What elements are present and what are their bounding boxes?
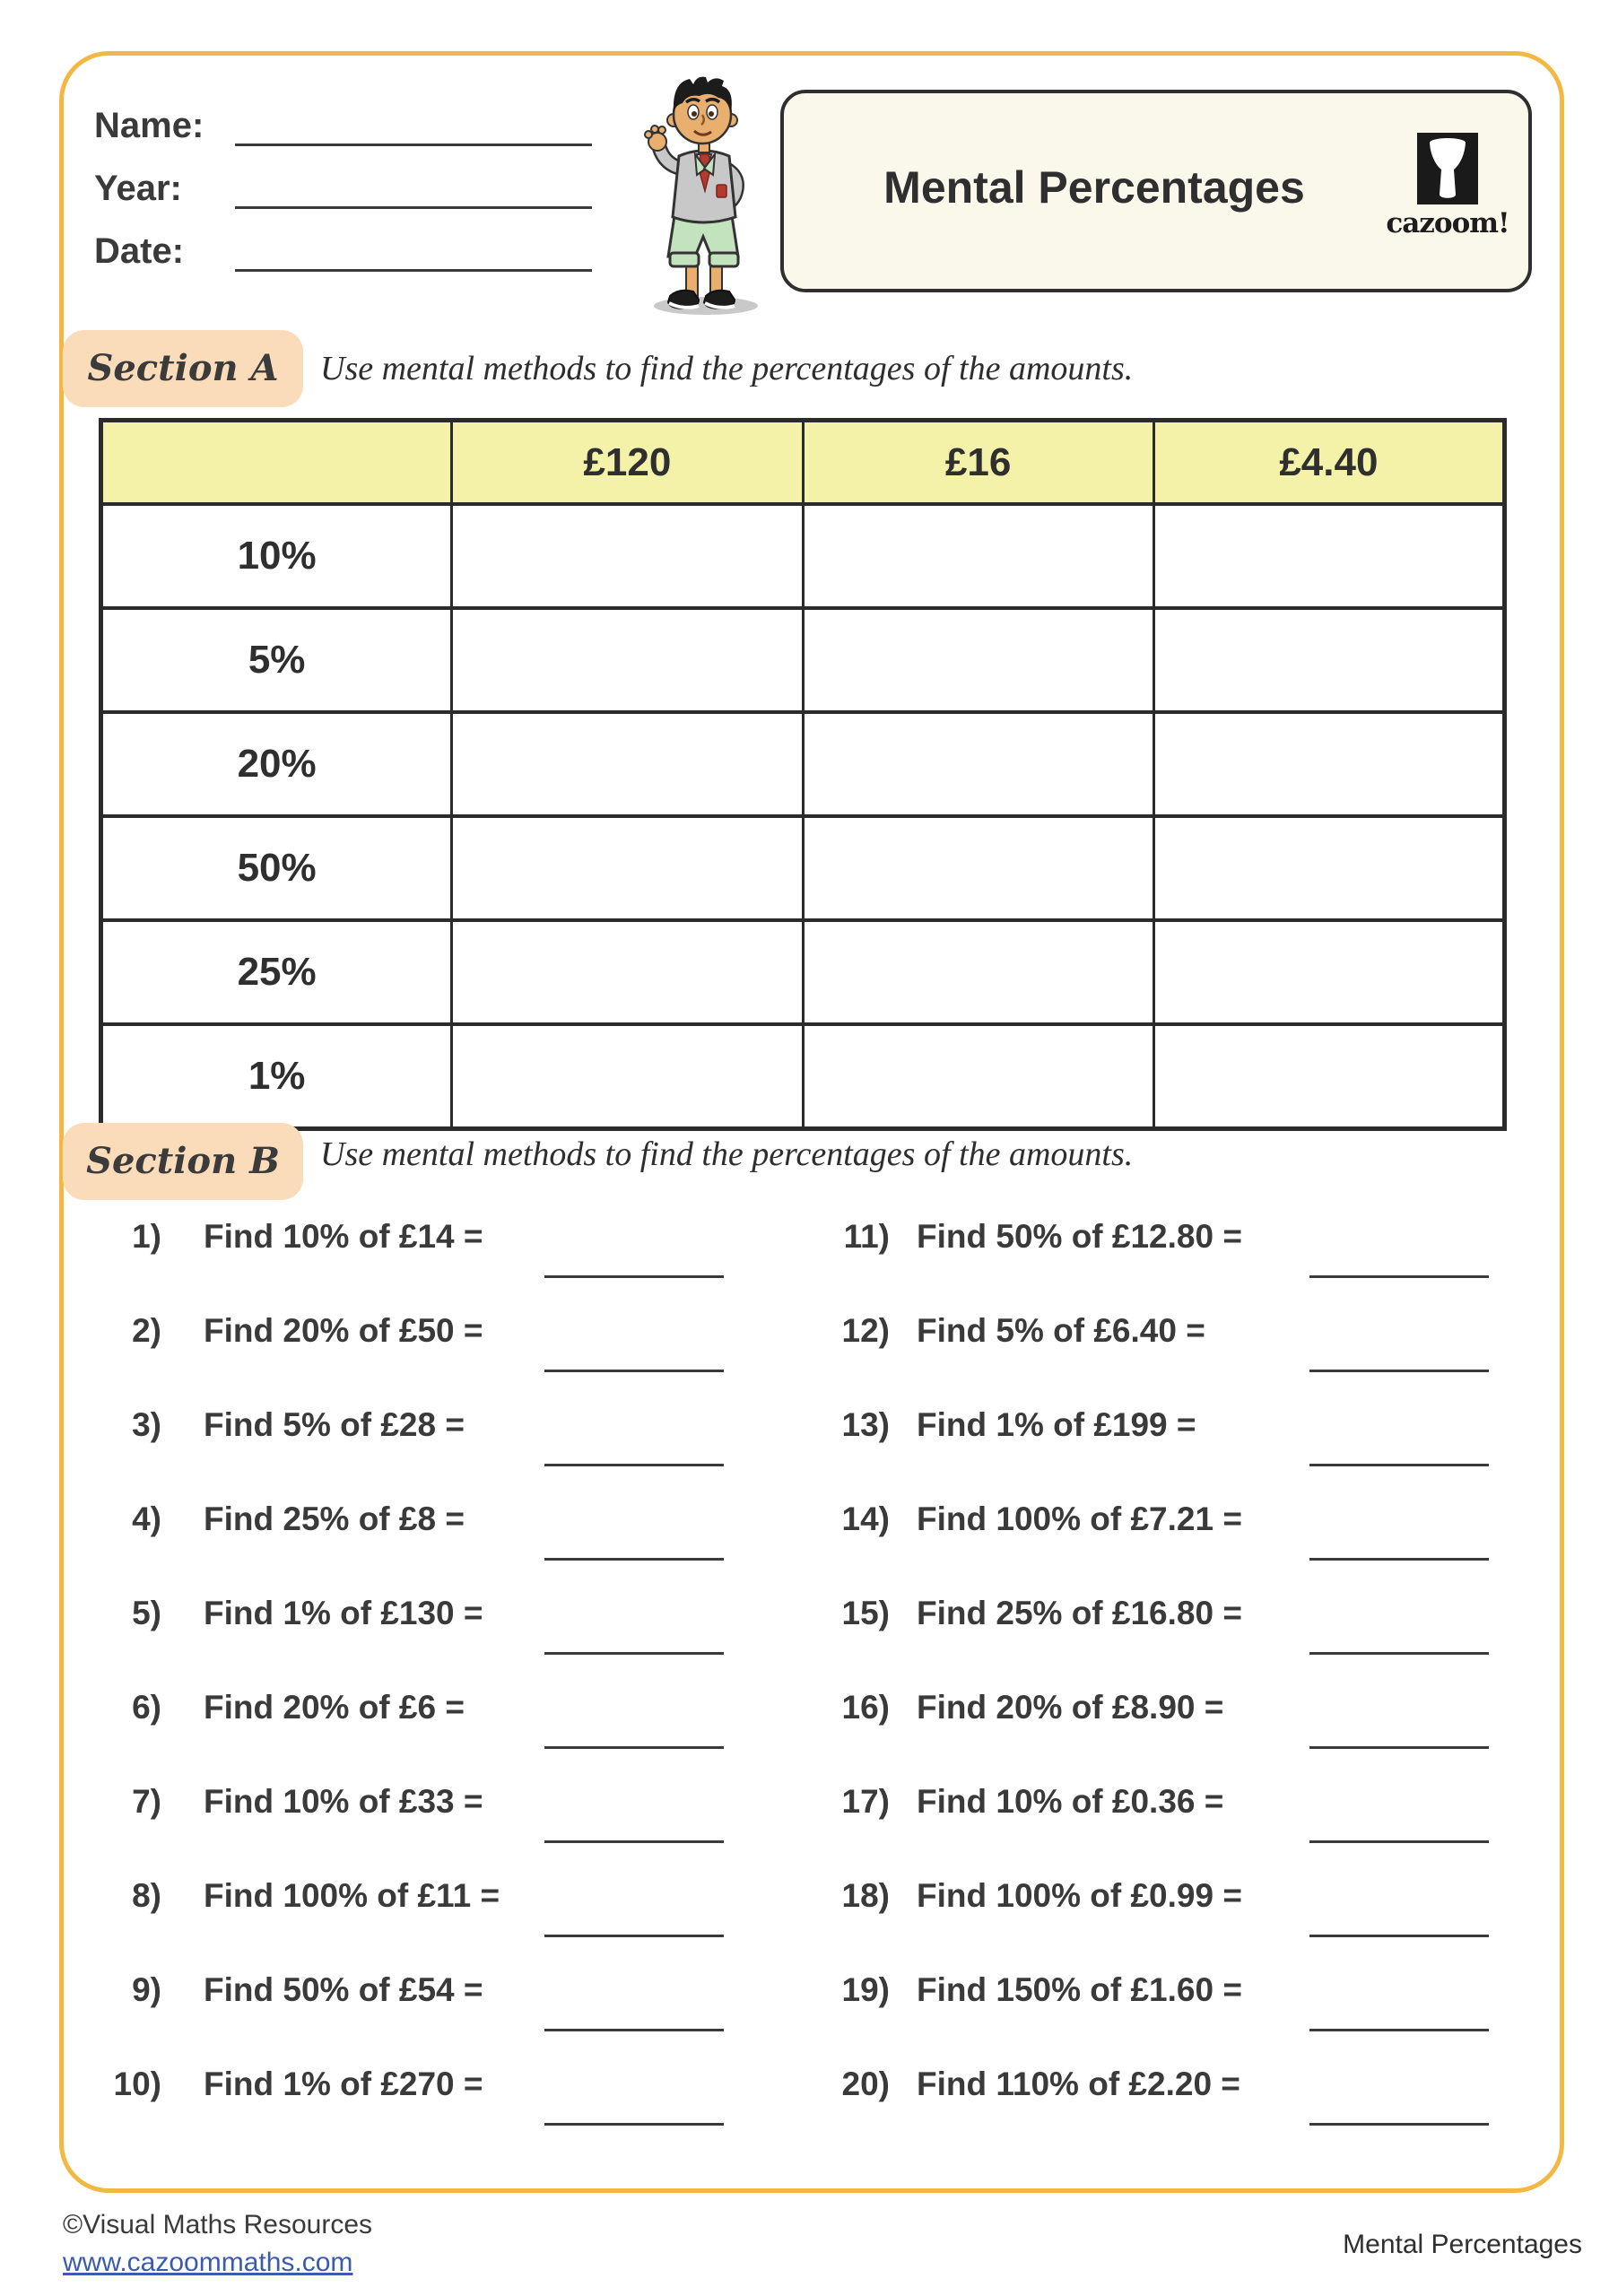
answer-line: [544, 2029, 724, 2031]
table-cell: [1153, 816, 1504, 920]
answer-line: [1309, 1840, 1489, 1843]
answer-line: [1309, 1370, 1489, 1372]
footer-doc-title: Mental Percentages: [1343, 2230, 1582, 2259]
question-number: 17): [841, 1782, 890, 1820]
question-number: 20): [841, 2065, 890, 2102]
table-cell: [803, 608, 1153, 712]
question-number: 15): [841, 1594, 890, 1631]
question-item: [789, 1943, 1480, 2037]
table-corner-cell: [101, 421, 452, 505]
answer-line: [544, 1464, 724, 1466]
table-cell: [803, 1024, 1153, 1129]
date-line: [235, 269, 592, 272]
cazoom-logo-text: cazoom!: [1386, 207, 1509, 239]
table-header-row: [101, 421, 1505, 505]
cazoom-logo-icon: [1417, 133, 1478, 204]
table-row: [101, 920, 1505, 1024]
answer-line: [544, 1275, 724, 1278]
percent-row-header: 10%: [101, 504, 452, 608]
question-text: Find 5% of £28 =: [204, 1405, 465, 1443]
date-label: Date:: [94, 231, 185, 271]
table-row: [101, 504, 1505, 608]
table-row: [101, 608, 1505, 712]
amount-header: £120: [452, 421, 803, 505]
question-number: 11): [843, 1217, 890, 1255]
amount-header: £4.40: [1153, 421, 1504, 505]
question-number: 12): [841, 1311, 890, 1349]
question-item: [789, 1189, 1480, 1283]
answer-line: [544, 2123, 724, 2126]
question-text: Find 1% of £270 =: [204, 2065, 483, 2102]
question-item: [789, 1848, 1480, 1943]
question-item: [85, 1378, 776, 1472]
question-text: Find 100% of £0.99 =: [917, 1876, 1242, 1914]
question-item: [85, 1943, 776, 2037]
question-number: 1): [132, 1217, 161, 1255]
table-cell: [1153, 504, 1504, 608]
footer-copyright: ©Visual Maths Resources: [63, 2210, 373, 2239]
table-cell: [1153, 1024, 1504, 1129]
question-item: [85, 1566, 776, 1660]
question-number: 14): [841, 1500, 890, 1537]
amount-header: £16: [803, 421, 1153, 505]
table-cell: [452, 504, 803, 608]
percent-row-header: 50%: [101, 816, 452, 920]
table-cell: [803, 504, 1153, 608]
question-number: 3): [132, 1405, 161, 1443]
student-illustration: [623, 56, 776, 317]
question-text: Find 10% of £14 =: [204, 1217, 483, 1255]
question-item: [789, 1378, 1480, 1472]
year-label: Year:: [94, 169, 182, 208]
percent-row-header: 5%: [101, 608, 452, 712]
question-text: Find 25% of £16.80 =: [917, 1594, 1242, 1631]
question-number: 5): [132, 1594, 161, 1631]
question-item: [789, 1754, 1480, 1848]
question-item: [789, 1566, 1480, 1660]
page-title: Mental Percentages: [883, 162, 1305, 213]
question-item: [85, 1189, 776, 1283]
question-text: Find 20% of £8.90 =: [917, 1688, 1224, 1726]
question-text: Find 25% of £8 =: [204, 1500, 465, 1537]
answer-line: [544, 1746, 724, 1749]
question-item: [85, 1848, 776, 1943]
question-text: Find 20% of £6 =: [204, 1688, 465, 1726]
table-cell: [452, 608, 803, 712]
answer-line: [1309, 1275, 1489, 1278]
year-line: [235, 206, 592, 209]
percentages-table: [99, 418, 1507, 1131]
question-item: [85, 2037, 776, 2131]
question-text: Find 20% of £50 =: [204, 1311, 483, 1349]
table-cell: [452, 1024, 803, 1129]
answer-line: [544, 1935, 724, 1937]
question-item: [789, 2037, 1480, 2131]
table-row: [101, 1024, 1505, 1129]
name-line: [235, 144, 592, 146]
answer-line: [1309, 1746, 1489, 1749]
answer-line: [1309, 1558, 1489, 1561]
table-row: [101, 816, 1505, 920]
question-number: 19): [841, 1970, 890, 2008]
table-cell: [452, 920, 803, 1024]
table-row: [101, 712, 1505, 816]
question-number: 2): [132, 1311, 161, 1349]
question-text: Find 10% of £33 =: [204, 1782, 483, 1820]
question-number: 7): [132, 1782, 161, 1820]
table-cell: [803, 712, 1153, 816]
question-text: Find 1% of £130 =: [204, 1594, 483, 1631]
percent-row-header: 20%: [101, 712, 452, 816]
table-cell: [803, 816, 1153, 920]
answer-line: [544, 1558, 724, 1561]
answer-line: [1309, 2029, 1489, 2031]
section-b-instruction: Use mental methods to find the percentages of the amounts.: [320, 1135, 1134, 1173]
question-text: Find 110% of £2.20 =: [917, 2065, 1240, 2102]
question-text: Find 100% of £7.21 =: [917, 1500, 1242, 1537]
question-item: [789, 1660, 1480, 1754]
table-cell: [452, 712, 803, 816]
section-a-label: Section A: [63, 330, 303, 407]
table-cell: [1153, 920, 1504, 1024]
question-text: Find 100% of £11 =: [204, 1876, 500, 1914]
section-a-instruction: Use mental methods to find the percentages of the amounts.: [320, 350, 1134, 387]
question-number: 6): [132, 1688, 161, 1726]
question-number: 16): [841, 1688, 890, 1726]
question-item: [85, 1754, 776, 1848]
question-item: [789, 1472, 1480, 1566]
question-item: [85, 1283, 776, 1378]
question-item: [85, 1472, 776, 1566]
answer-line: [1309, 1464, 1489, 1466]
percent-row-header: 25%: [101, 920, 452, 1024]
question-number: 10): [113, 2065, 161, 2102]
footer-website-link[interactable]: www.cazoommaths.com: [63, 2248, 353, 2277]
section-b-label: Section B: [63, 1123, 303, 1200]
table-cell: [452, 816, 803, 920]
table-cell: [1153, 712, 1504, 816]
question-number: 13): [841, 1405, 890, 1443]
question-number: 4): [132, 1500, 161, 1537]
answer-line: [1309, 2123, 1489, 2126]
question-text: Find 10% of £0.36 =: [917, 1782, 1224, 1820]
answer-line: [1309, 1652, 1489, 1655]
question-text: Find 5% of £6.40 =: [917, 1311, 1205, 1349]
answer-line: [544, 1652, 724, 1655]
answer-line: [544, 1840, 724, 1843]
question-number: 18): [841, 1876, 890, 1914]
table-cell: [803, 920, 1153, 1024]
answer-line: [544, 1370, 724, 1372]
percent-row-header: 1%: [101, 1024, 452, 1129]
question-number: 9): [132, 1970, 161, 2008]
question-item: [789, 1283, 1480, 1378]
question-text: Find 50% of £12.80 =: [917, 1217, 1242, 1255]
question-item: [85, 1660, 776, 1754]
answer-line: [1309, 1935, 1489, 1937]
question-text: Find 1% of £199 =: [917, 1405, 1196, 1443]
name-label: Name:: [94, 106, 204, 145]
table-cell: [1153, 608, 1504, 712]
question-text: Find 50% of £54 =: [204, 1970, 483, 2008]
question-text: Find 150% of £1.60 =: [917, 1970, 1242, 2008]
question-number: 8): [132, 1876, 161, 1914]
